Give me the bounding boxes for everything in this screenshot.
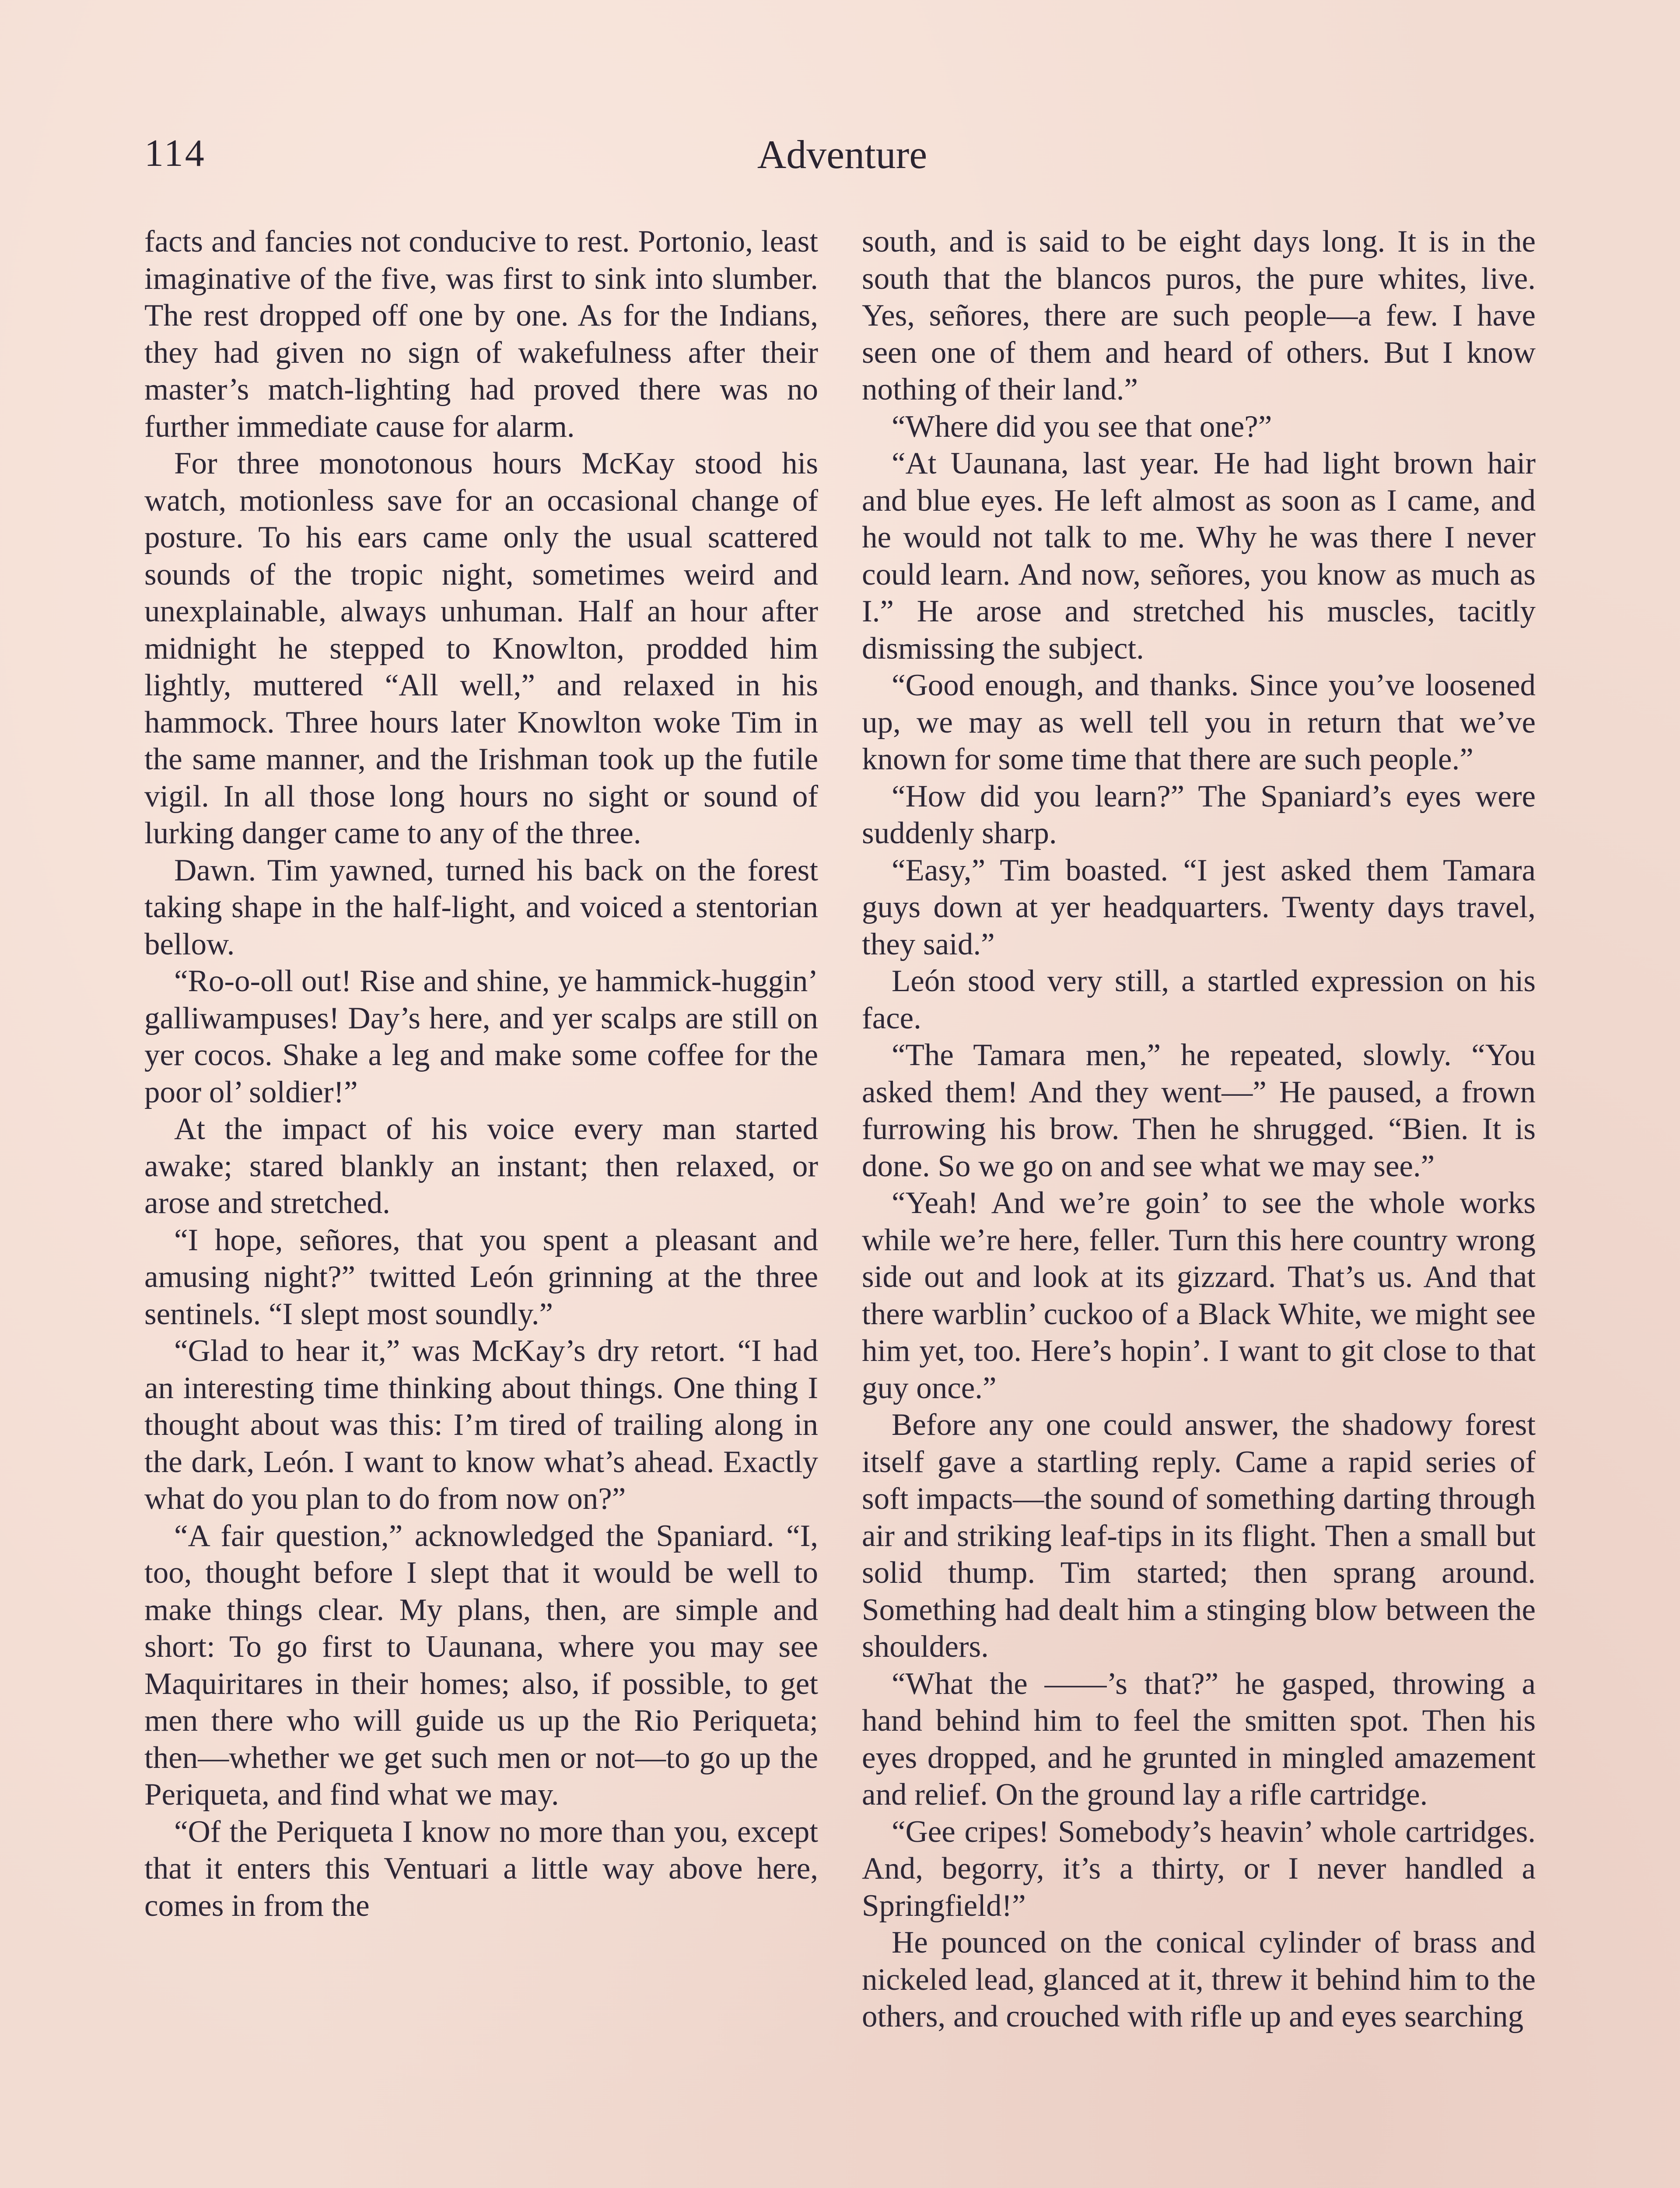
paragraph: “I hope, señores, that you spent a pleasant and amusing night?” twitted León grinning at the three sentinels. “I slept most soundly.”	[144, 1223, 818, 1331]
paragraph: “The Tamara men,” he repeated, slowly. “You asked them! And they went—” He paused, a frown furrowing his brow. Then he shrugged. “Bien. It is done. So we go on and see what we may see.”	[862, 1038, 1536, 1183]
paragraph: Before any one could answer, the shadowy forest itself gave a startling reply. Came a rapid series of soft impacts—the sound of something darting through air and striking leaf-tips in its flight. Then a small but solid thump. Tim started; then sprang around. Something had dealt him a stinging blow between the shoulders.	[862, 1408, 1536, 1664]
right-column	[862, 223, 1536, 2188]
page-number: 114	[144, 132, 206, 175]
paragraph: “Glad to hear it,” was McKay’s dry retort. “I had an interesting time thinking about things. One thing I thought about was this: I’m tired of trailing along in the dark, León. I want to know what’s ahead. Exactly what do you plan to do from now on?”	[144, 1334, 818, 1516]
paragraph: For three monotonous hours McKay stood his watch, motionless save for an occasional change of posture. To his ears came only the usual scattered sounds of the tropic night, sometimes weird and unexplainable, always unhuman. Half an hour after midnight he stepped to Knowlton, prodded him lightly, muttered “All well,” and relaxed in his hammock. Three hours later Knowlton woke Tim in the same manner, and the Irishman took up the futile vigil. In all those long hours no sight or sound of lurking danger came to any of the three.	[144, 446, 818, 850]
paragraph: He pounced on the conical cylinder of brass and nickeled lead, glanced at it, threw it behind him to the others, and crouched with rifle up and eyes searching	[862, 1925, 1536, 2034]
paragraph: “Gee cripes! Somebody’s heavin’ whole cartridges. And, begorry, it’s a thirty, or I never handled a Springfield!”	[862, 1814, 1536, 1923]
paragraph: “What the ——’s that?” he gasped, throwing a hand behind him to feel the smitten spot. Then his eyes dropped, and he grunted in mingled amazement and relief. On the ground lay a rifle cartridge.	[862, 1666, 1536, 1812]
left-column	[144, 223, 818, 2188]
paragraph: “Easy,” Tim boasted. “I jest asked them Tamara guys down at yer headquarters. Twenty days travel, they said.”	[862, 853, 1536, 961]
paragraph: facts and fancies not conducive to rest. Portonio, least imaginative of the five, was first to sink into slumber. The rest dropped off one by one. As for the Indians, they had given no sign of wakefulness after their master’s match-lighting had proved there was no further immediate cause for alarm.	[144, 224, 818, 444]
paragraph: “Good enough, and thanks. Since you’ve loosened up, we may as well tell you in return that we’ve known for some time that there are such people.”	[862, 668, 1536, 776]
paragraph: Dawn. Tim yawned, turned his back on the forest taking shape in the half-light, and voiced a stentorian bellow.	[144, 853, 818, 961]
paragraph: León stood very still, a startled expression on his face.	[862, 964, 1536, 1035]
paragraph: “A fair question,” acknowledged the Spaniard. “I, too, thought before I slept that it would be well to make things clear. My plans, then, are simple and short: To go first to Uaunana, where you may see Maquiritares in their homes; also, if possible, to get men there who will guide us up the Rio Periqueta; then—whether we get such men or not—to go up the Periqueta, and find what we may.	[144, 1518, 818, 1812]
paragraph: “Ro-o-oll out! Rise and shine, ye hammick-huggin’ galliwampuses! Day’s here, and yer scalps are still on yer cocos. Shake a leg and make some coffee for the poor ol’ soldier!”	[144, 964, 818, 1109]
paragraph: “Yeah! And we’re goin’ to see the whole works while we’re here, feller. Turn this here country wrong side out and look at its gizzard. That’s us. And that there warblin’ cuckoo of a Black White, we might see him yet, too. Here’s hopin’. I want to git close to that guy once.”	[862, 1186, 1536, 1405]
page-header	[144, 131, 1540, 188]
paragraph: At the impact of his voice every man started awake; stared blankly an instant; then relaxed, or arose and stretched.	[144, 1112, 818, 1220]
paragraph: “At Uaunana, last year. He had light brown hair and blue eyes. He left almost as soon as I came, and he would not talk to me. Why he was there I never could learn. And now, señores, you know as much as I.” He arose and stretched his muscles, tacitly dismissing the subject.	[862, 446, 1536, 666]
paragraph: “Of the Periqueta I know no more than you, except that it enters this Ventuari a little way above here, comes in from the	[144, 1814, 818, 1923]
paragraph: “Where did you see that one?”	[892, 409, 1272, 444]
paragraph: south, and is said to be eight days long. It is in the south that the blancos puros, the pure whites, live. Yes, señores, there are such people—a few. I have seen one of them and heard of others. But I know nothing of their land.”	[862, 224, 1536, 407]
running-title: Adventure	[757, 132, 928, 177]
paragraph: “How did you learn?” The Spaniard’s eyes were suddenly sharp.	[862, 779, 1536, 850]
